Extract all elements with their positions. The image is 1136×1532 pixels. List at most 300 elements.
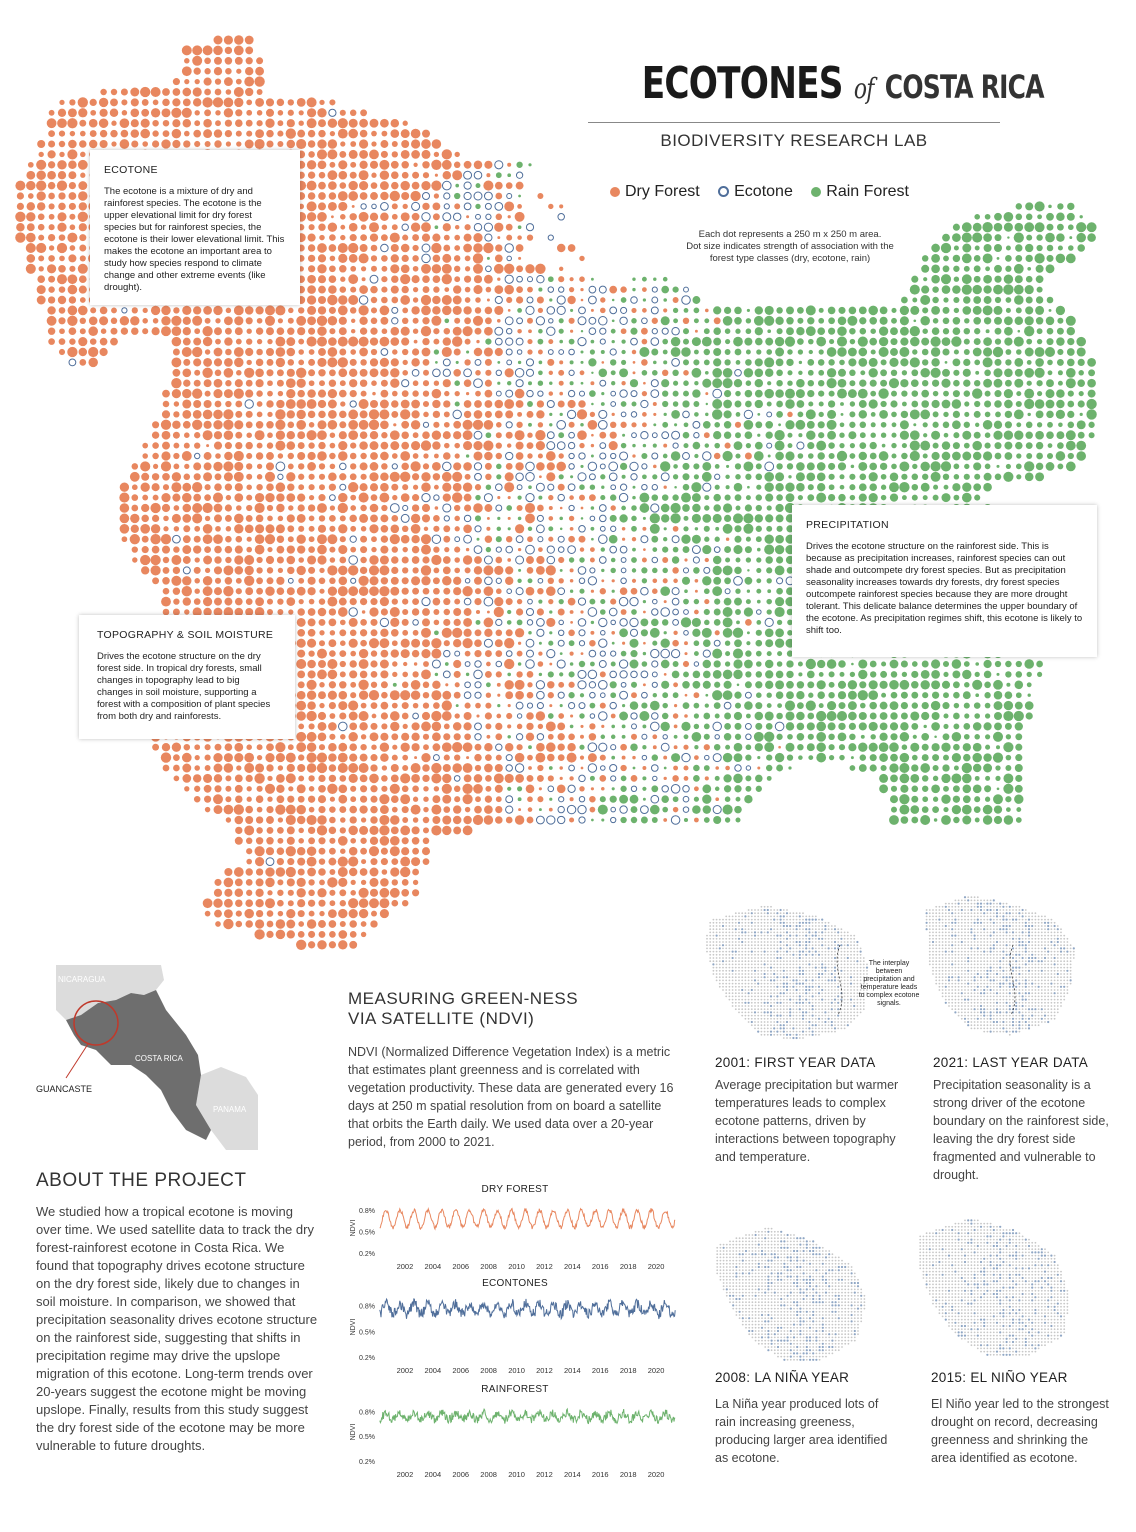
- dry-forest-dot: [695, 579, 699, 583]
- rain-forest-dot: [704, 360, 710, 366]
- dry-forest-dot: [255, 129, 264, 138]
- dry-forest-dot: [381, 702, 389, 710]
- dry-forest-dot: [570, 579, 574, 583]
- dry-forest-dot: [308, 265, 315, 272]
- rain-forest-dot: [868, 306, 878, 316]
- dry-forest-dot: [588, 753, 597, 762]
- dry-forest-dot: [318, 494, 325, 501]
- dry-forest-dot: [559, 578, 564, 583]
- rain-forest-dot: [681, 617, 691, 627]
- rain-forest-dot: [900, 431, 909, 440]
- rain-forest-dot: [943, 297, 948, 302]
- dry-forest-dot: [433, 339, 439, 345]
- dry-forest-dot: [245, 140, 254, 149]
- dry-forest-dot: [266, 98, 274, 106]
- dry-forest-dot: [224, 368, 234, 378]
- rain-forest-dot: [941, 379, 950, 388]
- dry-forest-dot: [432, 296, 440, 304]
- rain-forest-dot: [528, 423, 532, 427]
- dry-forest-dot: [256, 452, 263, 459]
- rain-forest-dot: [714, 744, 720, 750]
- dry-forest-dot: [410, 191, 420, 201]
- ecotone-dot: [619, 660, 627, 668]
- dry-forest-dot: [506, 598, 513, 605]
- rain-forest-dot: [974, 495, 980, 501]
- rain-forest-dot: [652, 754, 658, 760]
- dry-forest-dot: [423, 172, 429, 178]
- dry-forest-dot: [120, 514, 130, 524]
- dry-forest-dot: [319, 682, 324, 687]
- rain-forest-dot: [559, 517, 563, 521]
- dry-forest-dot: [505, 566, 513, 574]
- rain-forest-dot: [765, 494, 773, 502]
- ecotone-dot: [600, 453, 606, 459]
- rain-forest-dot: [776, 307, 782, 313]
- rain-forest-dot: [569, 339, 575, 345]
- dry-forest-dot: [380, 742, 389, 751]
- dry-forest-dot: [194, 120, 200, 126]
- dry-forest-dot: [78, 264, 88, 274]
- dry-forest-dot: [392, 661, 397, 666]
- dry-forest-dot: [432, 400, 440, 408]
- dry-forest-dot: [381, 608, 388, 615]
- rain-forest-dot: [891, 370, 897, 376]
- ecotone-dot: [651, 390, 659, 398]
- dry-forest-dot: [319, 744, 325, 750]
- dry-forest-dot: [473, 253, 483, 263]
- rain-forest-dot: [528, 578, 533, 583]
- rain-forest-dot: [910, 337, 920, 347]
- dry-forest-dot: [401, 150, 410, 159]
- rain-forest-dot: [889, 358, 898, 367]
- dry-forest-dot: [329, 681, 336, 688]
- dry-forest-dot: [214, 129, 222, 137]
- rain-forest-dot: [1047, 328, 1054, 335]
- ecotone-dot: [537, 734, 543, 740]
- rain-forest-dot: [796, 462, 805, 471]
- rain-forest-dot: [941, 493, 950, 502]
- rain-forest-dot: [734, 317, 742, 325]
- dry-forest-dot: [359, 181, 368, 190]
- dry-forest-dot: [527, 442, 534, 449]
- dry-forest-dot: [225, 57, 233, 65]
- dry-forest-dot: [88, 326, 98, 336]
- rain-forest-dot: [1014, 379, 1023, 388]
- dry-forest-dot: [359, 493, 369, 503]
- dry-forest-dot: [256, 379, 264, 387]
- rain-forest-dot: [724, 410, 732, 418]
- dry-forest-dot: [182, 88, 191, 97]
- dry-forest-dot: [599, 432, 606, 439]
- ecotone-dot: [548, 235, 553, 240]
- ecotone-dot: [599, 557, 606, 564]
- rain-forest-dot: [787, 463, 793, 469]
- rain-forest-dot: [683, 484, 690, 491]
- dry-forest-dot: [59, 286, 66, 293]
- ecotone-dot: [609, 608, 617, 616]
- dry-forest-dot: [192, 388, 202, 398]
- dry-forest-dot: [194, 370, 200, 376]
- dry-forest-dot: [308, 608, 316, 616]
- ecotone-dot: [517, 318, 523, 324]
- rain-forest-dot: [962, 254, 972, 264]
- dry-forest-dot: [652, 318, 658, 324]
- rain-forest-dot: [767, 609, 772, 614]
- dry-forest-dot: [454, 619, 461, 626]
- dry-forest-dot: [223, 420, 233, 430]
- rain-forest-dot: [747, 590, 750, 593]
- dry-forest-dot: [255, 545, 265, 555]
- dry-forest-dot: [369, 150, 379, 160]
- dry-forest-dot: [527, 411, 534, 418]
- dry-forest-dot: [194, 744, 200, 750]
- rain-forest-dot: [796, 712, 805, 721]
- ecotone-dot: [630, 618, 638, 626]
- dry-forest-dot: [557, 244, 565, 252]
- dry-forest-dot: [421, 545, 431, 555]
- rain-forest-dot: [870, 432, 875, 437]
- dry-forest-dot: [140, 461, 150, 471]
- dry-forest-dot: [432, 462, 441, 471]
- dry-forest-dot: [442, 472, 452, 482]
- dry-forest-dot: [68, 306, 78, 316]
- rain-forest-dot: [712, 399, 722, 409]
- rain-forest-dot: [673, 401, 679, 407]
- rain-forest-dot: [953, 380, 960, 387]
- dry-forest-dot: [338, 129, 348, 139]
- ecotone-dot: [651, 649, 659, 657]
- dry-forest-dot: [89, 119, 98, 128]
- dry-forest-dot: [214, 587, 222, 595]
- dry-forest-dot: [246, 411, 253, 418]
- dry-forest-dot: [318, 202, 326, 210]
- ecotone-dot: [797, 442, 804, 449]
- dry-forest-dot: [15, 212, 25, 222]
- dry-forest-dot: [339, 265, 347, 273]
- dry-forest-dot: [632, 350, 636, 354]
- dry-forest-dot: [372, 714, 377, 719]
- rain-forest-dot: [869, 722, 878, 731]
- dry-forest-dot: [80, 328, 86, 334]
- dry-forest-dot: [548, 599, 553, 604]
- rain-forest-dot: [838, 369, 846, 377]
- dry-forest-dot: [474, 410, 483, 419]
- ecotone-dot: [609, 473, 617, 481]
- dry-forest-dot: [246, 442, 253, 449]
- rain-forest-dot: [933, 495, 939, 501]
- rain-forest-dot: [912, 702, 918, 708]
- rain-forest-dot: [671, 503, 681, 513]
- dry-forest-dot: [484, 327, 493, 336]
- dry-forest-dot: [380, 192, 388, 200]
- rain-forest-dot: [1037, 214, 1042, 219]
- rain-forest-dot: [549, 381, 552, 384]
- dry-forest-dot: [163, 120, 170, 127]
- rain-forest-dot: [983, 337, 992, 346]
- rain-forest-dot: [757, 756, 760, 759]
- dry-forest-dot: [277, 131, 283, 137]
- dry-forest-dot: [349, 119, 358, 128]
- rain-forest-dot: [712, 586, 722, 596]
- dry-forest-dot: [704, 744, 710, 750]
- ecotone-dot: [651, 380, 658, 387]
- rain-forest-dot: [756, 463, 762, 469]
- dry-forest-dot: [308, 244, 315, 251]
- rain-forest-dot: [622, 475, 626, 479]
- rain-forest-dot: [806, 430, 815, 439]
- ecotone-dot: [632, 433, 637, 438]
- ecotone-dot: [412, 202, 420, 210]
- dry-forest-dot: [380, 452, 389, 461]
- dry-forest-dot: [132, 484, 138, 490]
- rain-forest-dot: [975, 371, 979, 375]
- rain-forest-dot: [850, 453, 856, 459]
- ecotone-dot: [464, 598, 471, 605]
- rain-forest-dot: [816, 722, 826, 732]
- rain-forest-dot: [859, 483, 867, 491]
- dry-forest-dot: [526, 723, 533, 730]
- rain-forest-dot: [1034, 253, 1044, 263]
- dry-forest-dot: [214, 566, 222, 574]
- dry-forest-dot: [67, 118, 77, 128]
- rain-forest-dot: [1035, 431, 1044, 440]
- dry-forest-dot: [380, 317, 388, 325]
- rain-forest-dot: [726, 485, 730, 489]
- dry-forest-dot: [402, 713, 409, 720]
- rain-forest-dot: [796, 420, 806, 430]
- ecotone-dot: [465, 579, 470, 584]
- rain-forest-dot: [734, 743, 743, 752]
- dry-forest-dot: [307, 201, 317, 211]
- rain-forest-dot: [943, 412, 948, 417]
- rain-forest-dot: [549, 610, 552, 613]
- dry-forest-dot: [360, 192, 368, 200]
- dry-forest-dot: [214, 598, 222, 606]
- dry-forest-dot: [590, 558, 595, 563]
- rain-forest-dot: [1067, 338, 1074, 345]
- dry-forest-dot: [663, 756, 667, 760]
- dry-forest-dot: [182, 545, 191, 554]
- dry-forest-dot: [506, 297, 512, 303]
- rain-forest-dot: [807, 681, 814, 688]
- dry-forest-dot: [194, 328, 200, 334]
- rain-forest-dot: [975, 662, 979, 666]
- dry-forest-dot: [215, 744, 222, 751]
- dry-forest-dot: [465, 266, 470, 271]
- dry-forest-dot: [224, 337, 232, 345]
- rain-forest-dot: [995, 338, 1001, 344]
- dry-forest-dot: [278, 318, 283, 323]
- dry-forest-dot: [380, 473, 389, 482]
- ecotone-dot: [422, 254, 430, 262]
- dry-forest-dot: [487, 611, 490, 614]
- rain-forest-dot: [964, 412, 969, 417]
- dry-forest-dot: [423, 401, 429, 407]
- dry-forest-dot: [213, 389, 222, 398]
- dry-forest-dot: [549, 506, 553, 510]
- dry-forest-dot: [413, 287, 418, 292]
- dry-forest-dot: [36, 160, 46, 170]
- dry-forest-dot: [371, 245, 378, 252]
- rain-forest-dot: [972, 233, 982, 243]
- dry-forest-dot: [340, 141, 345, 146]
- rain-forest-dot: [528, 631, 532, 635]
- rain-forest-dot: [588, 358, 596, 366]
- dry-forest-dot: [515, 389, 525, 399]
- dry-forest-dot: [527, 671, 534, 678]
- dry-forest-dot: [484, 452, 493, 461]
- dry-forest-dot: [694, 755, 699, 760]
- ecotone-dot: [495, 203, 503, 211]
- rain-forest-dot: [817, 483, 825, 491]
- rain-forest-dot: [517, 579, 521, 583]
- rain-forest-dot: [943, 672, 948, 677]
- dry-forest-dot: [474, 348, 482, 356]
- rain-forest-dot: [538, 339, 544, 345]
- rain-forest-dot: [899, 347, 909, 357]
- dry-forest-dot: [349, 639, 358, 648]
- dry-forest-dot: [340, 110, 346, 116]
- dry-forest-dot: [68, 161, 76, 169]
- rain-forest-dot: [891, 464, 897, 470]
- dry-forest-dot: [183, 525, 190, 532]
- ecotone-dot: [516, 380, 523, 387]
- rain-forest-dot: [1037, 422, 1042, 427]
- rain-forest-dot: [837, 711, 847, 721]
- dry-forest-dot: [474, 275, 482, 283]
- rain-forest-dot: [776, 359, 784, 367]
- dry-forest-dot: [256, 567, 262, 573]
- rain-forest-dot: [879, 753, 888, 762]
- ecotone-dot: [569, 370, 574, 375]
- dry-forest-dot: [601, 579, 604, 582]
- dry-forest-dot: [140, 524, 150, 534]
- rain-forest-dot: [931, 347, 940, 356]
- dry-forest-dot: [203, 503, 213, 513]
- ecotone-dot: [496, 547, 501, 552]
- dry-forest-dot: [69, 99, 75, 105]
- dry-forest-dot: [360, 453, 366, 459]
- dry-forest-dot: [442, 274, 452, 284]
- rain-forest-dot: [900, 722, 908, 730]
- rain-forest-dot: [797, 338, 804, 345]
- dry-forest-dot: [475, 370, 481, 376]
- ecotone-dot: [599, 286, 606, 293]
- rain-forest-dot: [693, 401, 699, 407]
- dry-forest-dot: [213, 46, 223, 56]
- rain-forest-dot: [994, 442, 1001, 449]
- dry-forest-dot: [68, 140, 77, 149]
- rain-forest-dot: [694, 308, 700, 314]
- rain-forest-dot: [806, 326, 816, 336]
- rain-forest-dot: [828, 400, 835, 407]
- dry-forest-dot: [423, 744, 429, 750]
- dry-forest-dot: [371, 131, 377, 137]
- rain-forest-dot: [1006, 755, 1012, 761]
- dry-forest-dot: [483, 565, 493, 575]
- dry-forest-dot: [444, 640, 450, 646]
- dry-forest-dot: [371, 141, 376, 146]
- dry-forest-dot: [401, 140, 409, 148]
- dry-forest-dot: [483, 441, 493, 451]
- rain-forest-dot: [902, 402, 907, 407]
- dry-forest-dot: [275, 742, 285, 752]
- dry-forest-dot: [495, 733, 502, 740]
- ecotone-dot: [642, 692, 648, 698]
- dry-forest-dot: [486, 662, 491, 667]
- rain-forest-dot: [952, 285, 960, 293]
- ecotone-dot: [195, 453, 200, 458]
- rain-forest-dot: [838, 317, 847, 326]
- rain-forest-dot: [590, 703, 596, 709]
- dry-forest-dot: [319, 235, 325, 241]
- rain-forest-dot: [1088, 369, 1095, 376]
- rain-forest-dot: [964, 713, 969, 718]
- rain-forest-dot: [662, 494, 669, 501]
- dry-forest-dot: [714, 317, 721, 324]
- ecotone-dot: [537, 629, 544, 636]
- rain-forest-dot: [610, 515, 617, 522]
- dry-forest-dot: [527, 682, 532, 687]
- rain-forest-dot: [639, 711, 649, 721]
- dry-forest-dot: [547, 359, 554, 366]
- rain-forest-dot: [944, 433, 949, 438]
- rain-forest-dot: [600, 495, 605, 500]
- dry-forest-dot: [329, 547, 335, 553]
- dry-forest-dot: [359, 514, 368, 523]
- dry-forest-dot: [475, 328, 482, 335]
- rain-forest-dot: [962, 285, 972, 295]
- dry-forest-dot: [452, 170, 462, 180]
- dry-forest-dot: [402, 765, 408, 771]
- ecotone-dot: [653, 599, 658, 604]
- rain-forest-dot: [713, 327, 721, 335]
- rain-forest-dot: [994, 223, 1003, 232]
- rain-forest-dot: [954, 276, 959, 281]
- dry-forest-dot: [515, 462, 523, 470]
- dry-forest-dot: [474, 566, 482, 574]
- dry-forest-dot: [317, 212, 327, 222]
- dry-forest-dot: [453, 369, 461, 377]
- dry-forest-dot: [308, 504, 315, 511]
- dry-forest-dot: [547, 754, 555, 762]
- dry-forest-dot: [287, 431, 295, 439]
- dry-forest-dot: [319, 380, 325, 386]
- dry-forest-dot: [506, 235, 512, 241]
- rain-forest-dot: [662, 568, 667, 573]
- dry-forest-dot: [350, 349, 356, 355]
- rain-forest-dot: [776, 411, 783, 418]
- dry-forest-dot: [287, 514, 295, 522]
- rain-forest-dot: [974, 328, 980, 334]
- rain-forest-dot: [776, 370, 783, 377]
- ecotone-dot: [652, 661, 658, 667]
- dry-forest-dot: [235, 432, 242, 439]
- dry-forest-dot: [609, 441, 618, 450]
- ecotone-dot: [713, 389, 722, 398]
- rain-forest-dot: [1014, 232, 1024, 242]
- rain-forest-dot: [1048, 443, 1053, 448]
- dry-forest-dot: [338, 701, 347, 710]
- rain-forest-dot: [1088, 422, 1094, 428]
- rain-forest-dot: [580, 693, 584, 697]
- dry-forest-dot: [277, 99, 284, 106]
- dry-forest-dot: [69, 203, 76, 210]
- ecotone-dot: [507, 256, 512, 261]
- dry-forest-dot: [393, 423, 396, 426]
- rain-forest-dot: [786, 306, 794, 314]
- dry-forest-dot: [161, 316, 170, 325]
